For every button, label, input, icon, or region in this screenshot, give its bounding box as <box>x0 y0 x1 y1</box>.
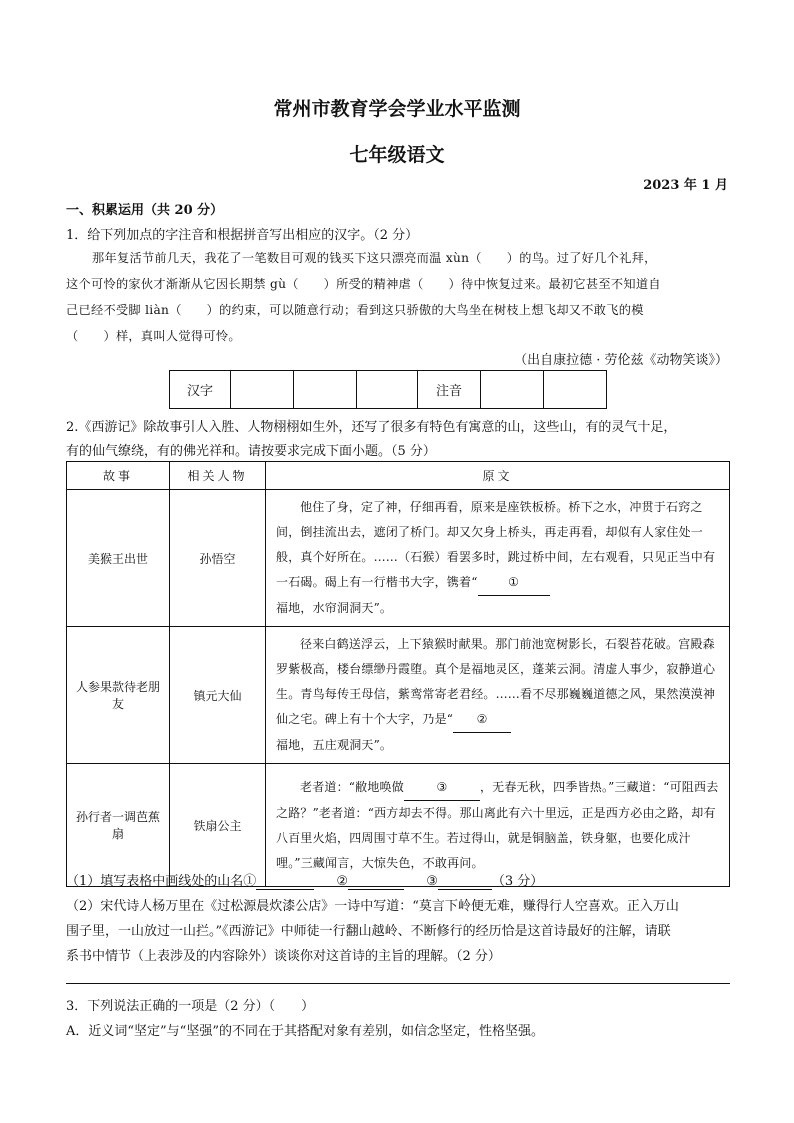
zhuyin-answer-cell[interactable] <box>481 371 544 409</box>
q2-intro-line: 有的仙气缭绕，有的佛光祥和。请按要求完成下面小题。（5 分） <box>66 444 436 459</box>
sub1-text: （1）填写表格中画线处的山名① <box>66 874 257 889</box>
table-row <box>67 764 730 887</box>
hanzi-answer-cell[interactable] <box>231 371 294 409</box>
person-cell: 铁扇公主 <box>170 764 266 887</box>
text-tail: 福地，五庄观洞天”。 <box>276 738 393 752</box>
table-row <box>67 627 730 764</box>
table-header-row <box>67 462 730 490</box>
q2-sub2-line: 围子里，一山放过一山拦。”《西游记》中师徒一行翻山越岭、不断修行的经历恰是这首诗最好的注解，请联 <box>66 924 671 939</box>
zhuyin-label: 注音 <box>418 371 481 409</box>
section-heading: 一、积累运用（共 20 分） <box>66 203 224 218</box>
person-cell: 孙悟空 <box>170 490 266 627</box>
text-content: 径来白鹤送浮云，上下猿猴时献果。那门前池宽树影长，石裂苔花破。宫殿森罗紫极高，楼台缥缈丹霞堕。真个是福地灵区，蓬莱云洞。清虚人事少，寂静道心生。青鸟每传王母信，紫鸾常寄老君经。……看不尽那巍巍道德之风，果然漠漠神仙之宅。碑上有十个大字，乃是“ <box>276 637 716 726</box>
hanzi-label: 汉字 <box>170 371 231 409</box>
text-content: 他住了身，定了神，仔细再看，原来是座铁板桥。桥下之水，冲贯于石窍之间，倒挂流出去，遮闭了桥门。却又欠身上桥头，再走再看，却似有人家住处一般，真个好所在。……（石猴）看罢多时，跳过桥中间，左右观看，只见正当中有一石碣。碣上有一行楷书大字，镌着“ <box>276 500 716 589</box>
q1-source: （出自康拉德 · 劳伦兹《动物笑谈》） <box>514 353 728 368</box>
zhuyin-answer-cell[interactable] <box>544 371 607 409</box>
table-row <box>67 490 730 627</box>
q1-prompt: 1．给下列加点的字注音和根据拼音写出相应的汉字。（2 分） <box>66 228 419 243</box>
sub1-label-3: ③ <box>426 874 438 889</box>
text-cell <box>266 627 730 764</box>
blank-2[interactable]: ② <box>453 707 511 733</box>
q3-prompt: 3．下列说法正确的一项是（2 分）（ ） <box>66 999 315 1014</box>
hanzi-answer-cell[interactable] <box>294 371 357 409</box>
text-cell <box>266 764 730 887</box>
q1-passage-line: 这个可怜的家伙才渐渐从它因长期禁 gù（ ）所受的精神虐（ ）待中恢复过来。最初它甚至不知道自 <box>66 277 661 291</box>
q2-intro-line: 2.《西游记》除故事引人入胜、人物栩栩如生外，还写了很多有特色有寓意的山，这些山，有的灵气十足， <box>66 420 677 435</box>
column-header: 相关人物 <box>170 462 266 490</box>
answer-blank-2[interactable] <box>348 874 404 890</box>
text-tail: 福地，水帘洞洞天”。 <box>276 601 393 615</box>
page-subtitle: 七年级语文 <box>349 144 445 166</box>
sub1-label-2: ② <box>336 874 349 889</box>
q1-passage-line: （ ）样，真叫人觉得可怜。 <box>66 329 241 343</box>
q1-answer-table <box>169 370 607 409</box>
blank-3[interactable]: ③ <box>404 775 480 801</box>
column-header: 故事 <box>67 462 170 490</box>
person-cell: 镇元大仙 <box>170 627 266 764</box>
answer-line[interactable] <box>66 983 730 984</box>
text-content: 老者道：“敝地唤做 <box>300 779 404 794</box>
story-cell: 孙行者一调芭蕉扇 <box>67 764 170 887</box>
blank-1[interactable]: ① <box>478 570 550 596</box>
xiyouji-table <box>66 461 730 887</box>
page-title: 常州市教育学会学业水平监测 <box>273 98 521 120</box>
q3-option-a[interactable]: A．近义词“坚定”与“坚强”的不同在于其搭配对象有差别，如信念坚定，性格坚强。 <box>66 1024 544 1039</box>
q1-passage-line: 己已经不受脚 liàn（ ）的约束，可以随意行动；看到这只骄傲的大鸟坐在树枝上想飞却又不敢飞的模 <box>66 303 644 317</box>
exam-date: 2023 年 1 月 <box>643 178 728 193</box>
text-cell <box>266 490 730 627</box>
column-header: 原文 <box>266 462 730 490</box>
q2-sub2-line: （2）宋代诗人杨万里在《过松源晨炊漆公店》一诗中写道：“莫言下岭便无难，赚得行人空喜欢。正入万山 <box>66 899 679 914</box>
answer-blank-1[interactable] <box>256 874 314 890</box>
q2-sub2-line: 系书中情节（上表涉及的内容除外）谈谈你对这首诗的主旨的理解。（2 分） <box>66 949 501 964</box>
story-cell: 美猴王出世 <box>67 490 170 627</box>
sub1-score: （3 分） <box>491 874 544 889</box>
q1-passage-line: 那年复活节前几天，我花了一笔数目可观的钱买下这只漂亮而温 xùn（ ）的鸟。过了好几个礼拜， <box>92 251 657 265</box>
text-content: ，无春无秋，四季皆热。”三藏道：“可阻西去之路？”老者道：“西方却去不得。那山离此有六十里远，正是西方必由之路，却有八百里火焰，四周围寸草不生。若过得山，就是铜脑盖，铁身躯，也要化成汁哩。”三藏闻言，大惊失色，不敢再问。 <box>276 779 719 870</box>
q2-sub1 <box>66 870 730 890</box>
hanzi-answer-cell[interactable] <box>357 371 418 409</box>
story-cell: 人参果款待老朋友 <box>67 627 170 764</box>
answer-blank-3[interactable] <box>438 874 492 890</box>
